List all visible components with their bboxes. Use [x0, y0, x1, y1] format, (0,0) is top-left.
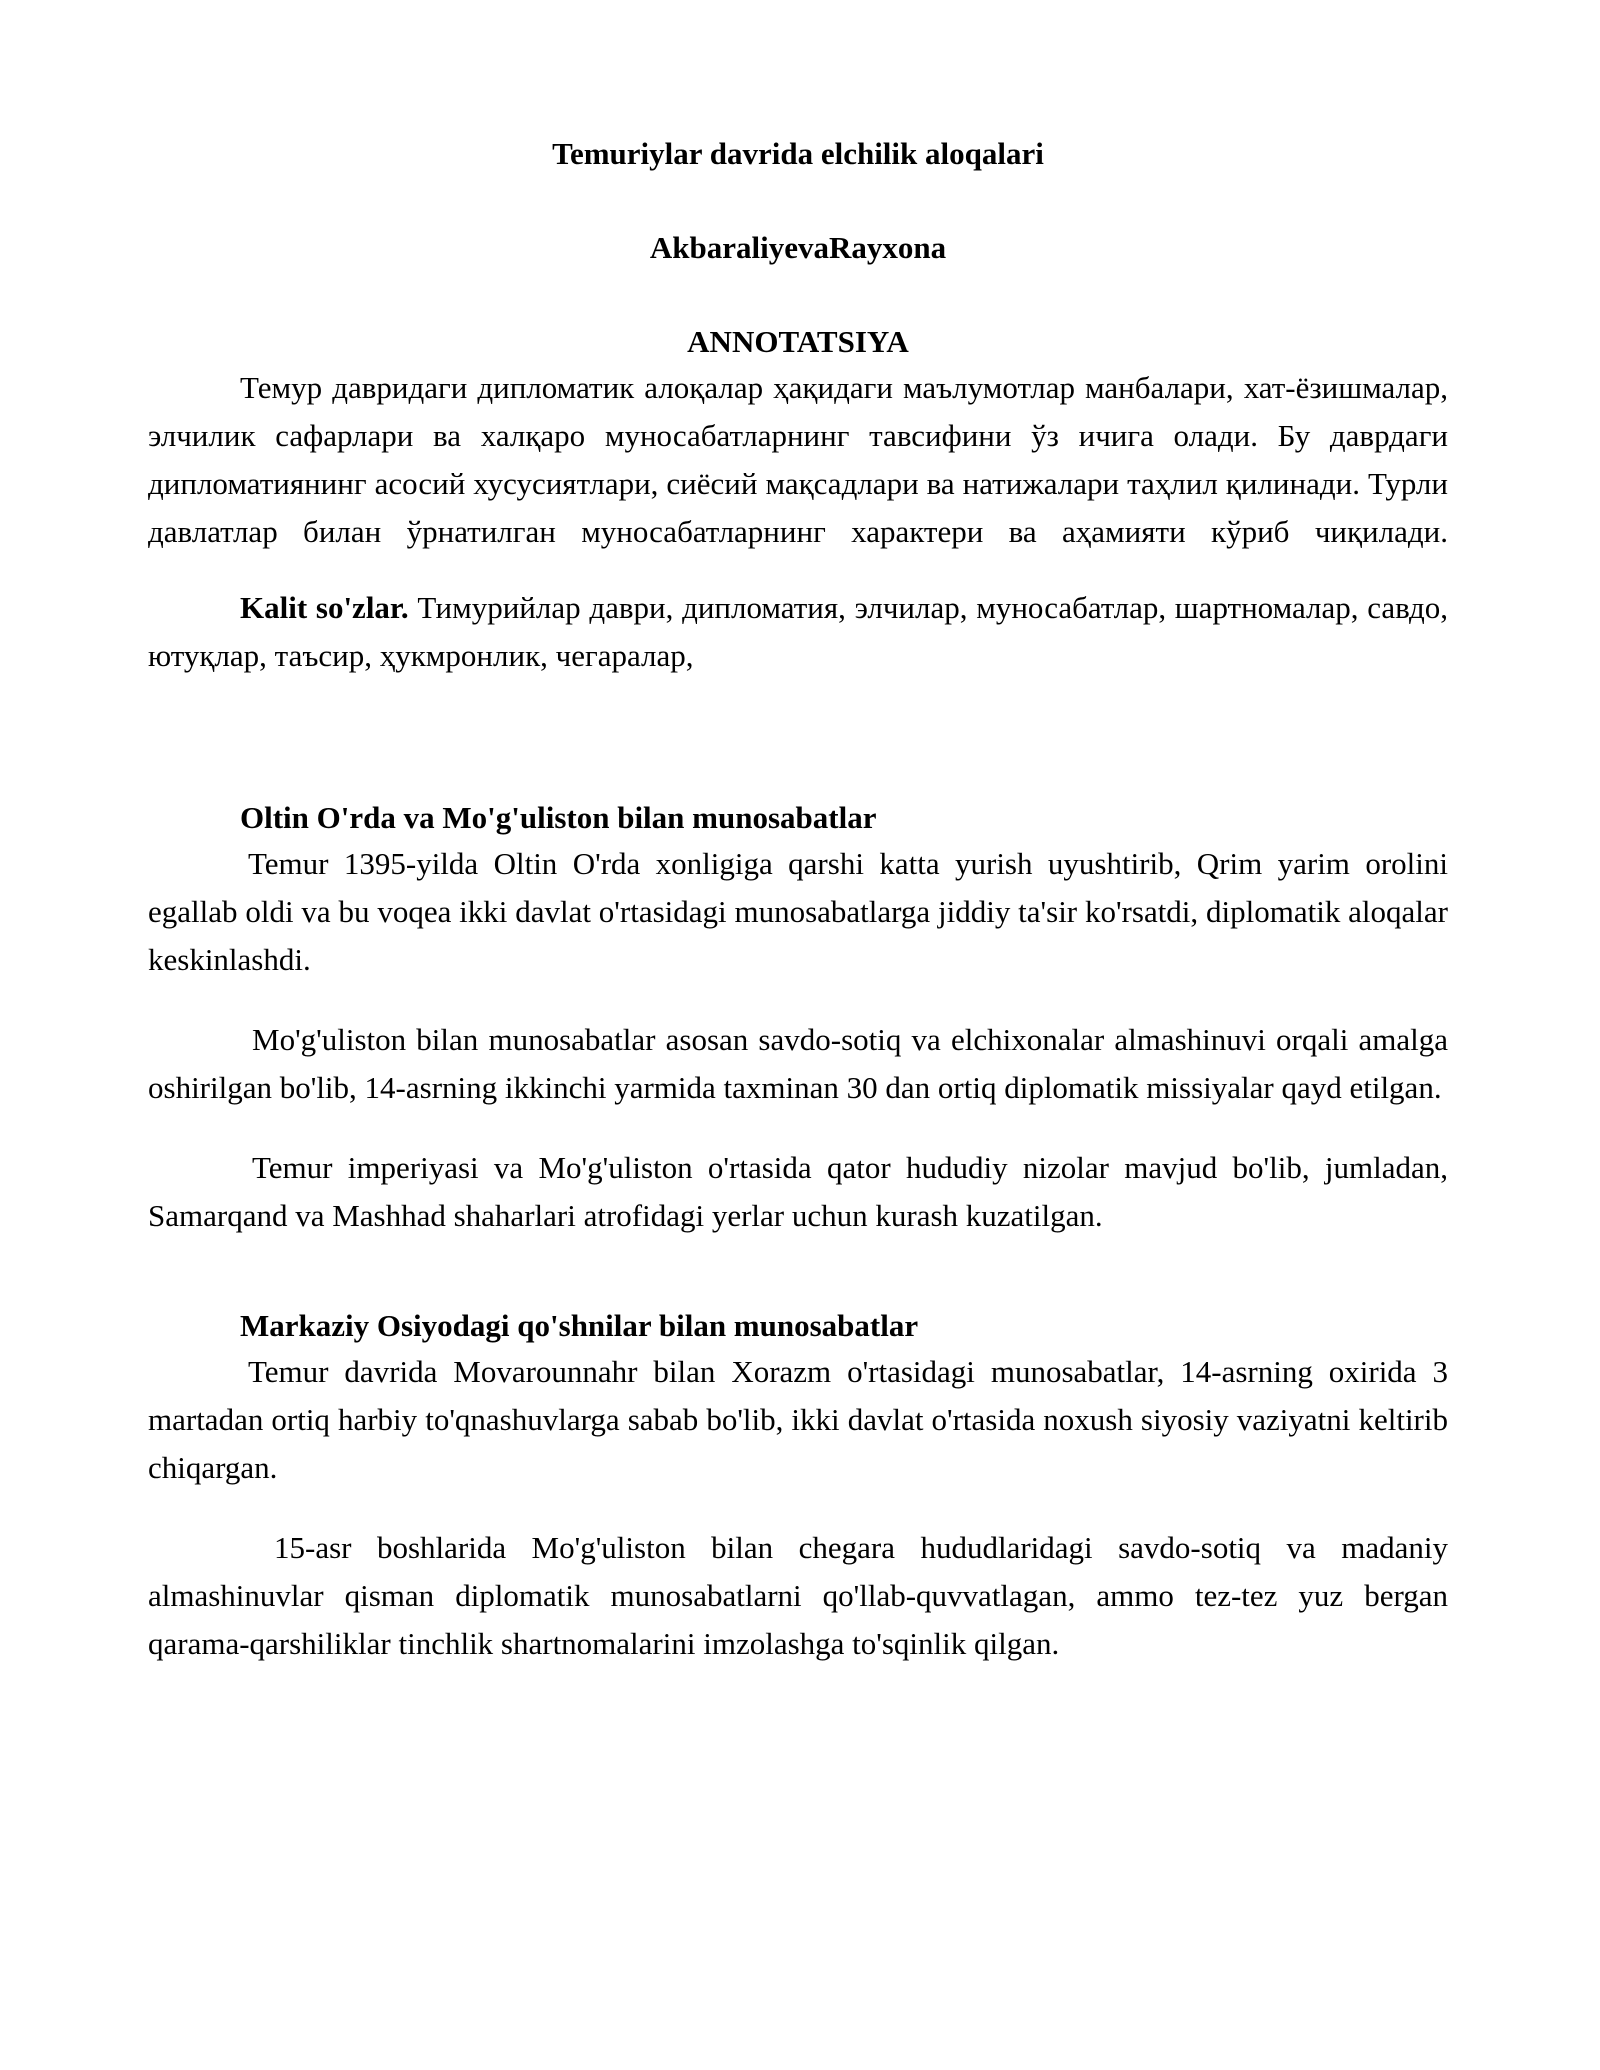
section-heading-markaziy-osiyo: Markaziy Osiyodagi qo'shnilar bilan munosabatlar: [240, 1308, 919, 1343]
section2-paragraph-2: 15-asr boshlarida Mo'g'uliston bilan chegara hududlaridagi savdo-sotiq va madaniy almashinuvlar qisman diplomatik munosabatlarni qo'llab-quvvatlagan, ammo tez-tez yuz bergan qarama-qarshiliklar tinchlik shartnomalarini imzolashga to'sqinlik qilgan.: [148, 1530, 1448, 1661]
section-heading-oltin-orda: Oltin O'rda va Mo'g'uliston bilan munosabatlar: [240, 800, 877, 835]
annotation-heading: ANNOTATSIYA: [687, 324, 909, 359]
page-content: [148, 118, 1448, 1668]
document-title: Temuriylar davrida elchilik aloqalari: [552, 136, 1044, 171]
author-name: AkbaraliyevaRayxona: [649, 230, 947, 265]
section2-paragraph-1: Temur davrida Movarounnahr bilan Xorazm o'rtasidagi munosabatlar, 14-asrning oxirida 3 martadan ortiq harbiy to'qnashuvlarga sabab bo'lib, ikki davlat o'rtasida noxush siyosiy vaziyatni keltirib chiqargan.: [148, 1354, 1448, 1485]
annotation-text: Темур давридаги дипломатик алоқалар ҳақидаги маълумотлар манбалари, хат-ёзишмалар, элчилик сафарлари ва халқаро муносабатларнинг тавсифини ўз ичига олади. Бу даврдаги дипломатиянинг асосий хусусиятлари, сиёсий мақсадлари ва натижалари таҳлил қилинади. Турли давлатлар билан ўрнатилган муносабатларнинг характери ва аҳамияти кўриб чиқилади.: [148, 370, 1448, 549]
keywords-paragraph: [148, 584, 1448, 680]
section1-paragraph-3: Temur imperiyasi va Mo'g'uliston o'rtasida qator hududiy nizolar mavjud bo'lib, jumladan, Samarqand va Mashhad shaharlari atrofidagi yerlar uchun kurash kuzatilgan.: [148, 1150, 1448, 1233]
keywords-text: Тимурийлар даври, дипломатия, элчилар, муносабатлар, шартномалар, савдо, ютуқлар, таъсир, ҳукмронлик, чегаралар,: [148, 590, 1448, 673]
section1-paragraph-2: Mo'g'uliston bilan munosabatlar asosan savdo-sotiq va elchixonalar almashinuvi orqali amalga oshirilgan bo'lib, 14-asrning ikkinchi yarmida taxminan 30 dan ortiq diplomatik missiyalar qayd etilgan.: [148, 1022, 1448, 1105]
keywords-label: Kalit so'zlar.: [240, 590, 409, 625]
section1-paragraph-1: Temur 1395-yilda Oltin O'rda xonligiga qarshi katta yurish uyushtirib, Qrim yarim orolini egallab oldi va bu voqea ikki davlat o'rtasidagi munosabatlarga jiddiy ta'sir ko'rsatdi, diplomatik aloqalar keskinlashdi.: [148, 846, 1448, 977]
